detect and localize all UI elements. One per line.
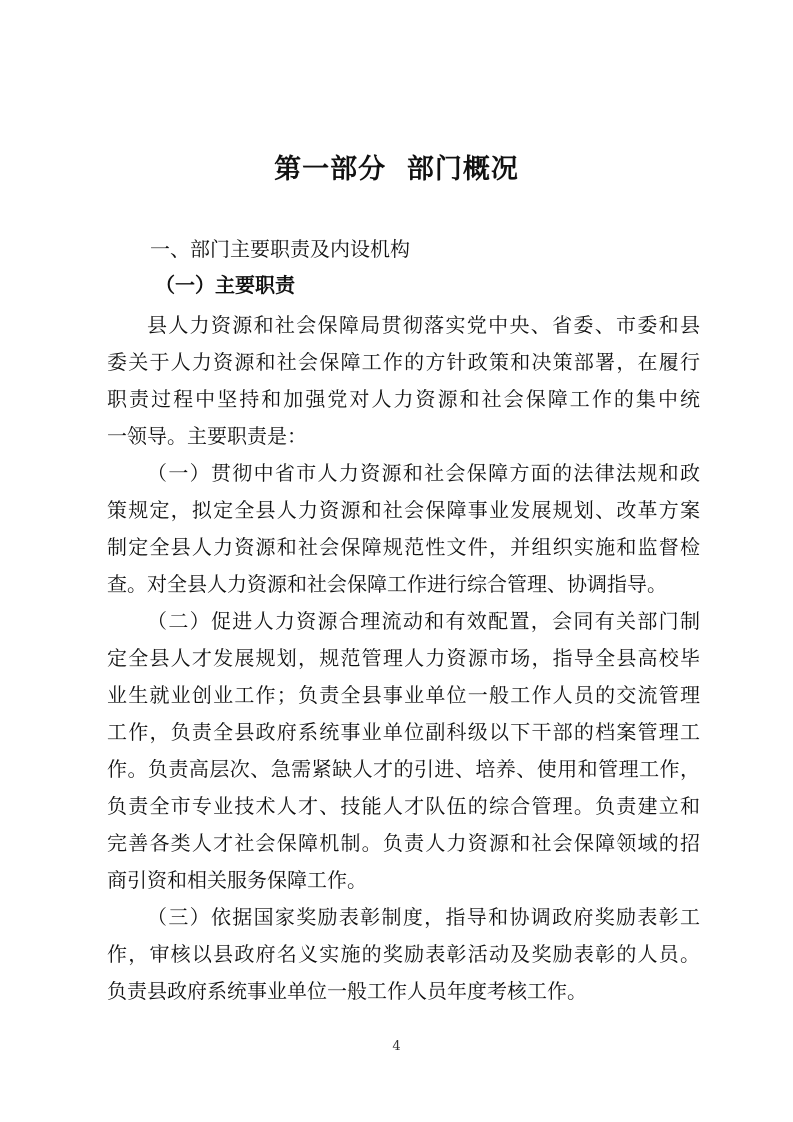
paragraph-line: 工作，负责全县政府系统事业单位副科级以下干部的档案管理工	[107, 720, 700, 744]
paragraph-line: 委关于人力资源和社会保障工作的方针政策和决策部署，在履行	[107, 350, 700, 374]
section-heading: 一、部门主要职责及内设机构	[150, 237, 410, 261]
paragraph-line: 商引资和相关服务保障工作。	[107, 868, 367, 892]
subsection-heading: （一）主要职责	[155, 273, 295, 297]
paragraph-line: 业生就业创业工作；负责全县事业单位一般工作人员的交流管理	[107, 683, 700, 707]
paragraph-line: 查。对全县人力资源和社会保障工作进行综合管理、协调指导。	[107, 572, 667, 596]
paragraph-line: 定全县人才发展规划，规范管理人力资源市场，指导全县高校毕	[107, 646, 700, 670]
paragraph-line: 制定全县人力资源和社会保障规范性文件，并组织实施和监督检	[107, 535, 700, 559]
paragraph-line: 完善各类人才社会保障机制。负责人力资源和社会保障领域的招	[107, 831, 700, 855]
page-title: 第一部分 部门概况	[274, 154, 519, 185]
paragraph-line: 职责过程中坚持和加强党对人力资源和社会保障工作的集中统	[107, 387, 700, 411]
paragraph-line: 一领导。主要职责是：	[107, 424, 307, 448]
paragraph-line: 县人力资源和社会保障局贯彻落实党中央、省委、市委和县	[147, 313, 700, 337]
paragraph-line: 作，审核以县政府名义实施的奖励表彰活动及奖励表彰的人员。	[107, 942, 700, 966]
paragraph-line: （三）依据国家奖励表彰制度，指导和协调政府奖励表彰工	[147, 905, 700, 929]
paragraph-line: （一）贯彻中省市人力资源和社会保障方面的法律法规和政	[147, 461, 700, 485]
paragraph-line: （二）促进人力资源合理流动和有效配置，会同有关部门制	[147, 609, 700, 633]
page-number: 4	[392, 1039, 401, 1054]
body-text	[107, 307, 700, 1010]
paragraph-line: 负责全市专业技术人才、技能人才队伍的综合管理。负责建立和	[107, 794, 700, 818]
paragraph-line: 作。负责高层次、急需紧缺人才的引进、培养、使用和管理工作，	[107, 757, 700, 781]
paragraph-line: 负责县政府系统事业单位一般工作人员年度考核工作。	[107, 979, 587, 1003]
paragraph-line: 策规定，拟定全县人力资源和社会保障事业发展规划、改革方案	[107, 498, 700, 522]
